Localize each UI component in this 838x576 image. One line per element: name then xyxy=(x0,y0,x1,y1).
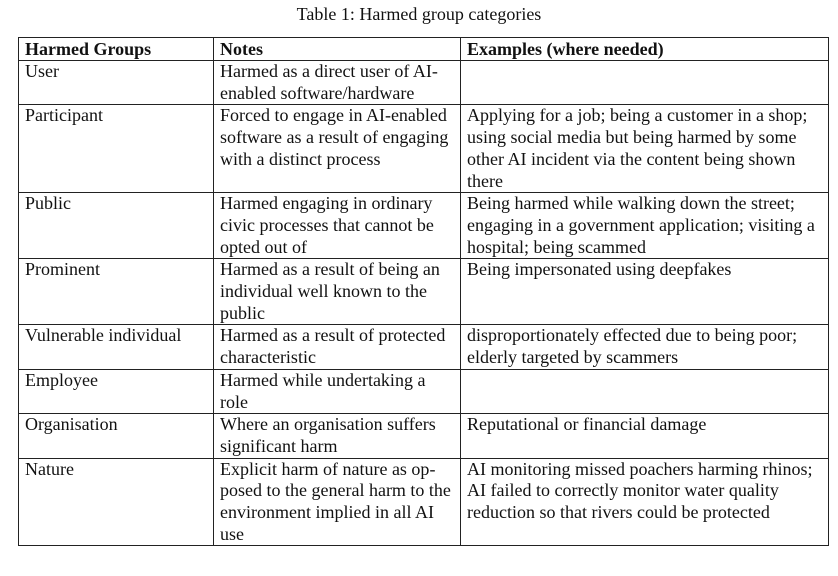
notes-cell: Harmed as a result of protected characteristic xyxy=(214,325,461,369)
harmed-groups-table xyxy=(18,37,829,546)
examples-cell: Applying for a job; being a customer in a shop; using social media but being harmed by some other AI incident via the content being shown there xyxy=(461,105,829,193)
group-cell: Prominent xyxy=(19,259,214,325)
examples-cell xyxy=(461,369,829,413)
group-cell: Public xyxy=(19,193,214,259)
table-caption: Table 1: Harmed group categories xyxy=(296,4,542,24)
table-header-row xyxy=(19,38,829,61)
table-row xyxy=(19,259,829,325)
group-cell: Organisation xyxy=(19,414,214,458)
table-row xyxy=(19,414,829,458)
table-row xyxy=(19,369,829,413)
header-harmed-groups: Harmed Groups xyxy=(19,38,214,61)
notes-cell: Harmed while undertaking a role xyxy=(214,369,461,413)
examples-cell: Being impersonated using deepfakes xyxy=(461,259,829,325)
notes-cell: Forced to engage in AI-enabled software as a result of engaging with a distinct process xyxy=(214,105,461,193)
notes-cell: Harmed as a result of being an individual well known to the public xyxy=(214,259,461,325)
group-cell: Participant xyxy=(19,105,214,193)
group-cell: Employee xyxy=(19,369,214,413)
notes-cell: Explicit harm of nature as opposed to the general harm to the environment implied in all AI use xyxy=(214,458,461,546)
group-cell: Nature xyxy=(19,458,214,546)
notes-cell: Harmed engaging in ordinary civic processes that cannot be opted out of xyxy=(214,193,461,259)
notes-cell: Harmed as a direct user of AI-enabled software/hardware xyxy=(214,61,461,105)
examples-cell: disproportionately effected due to being poor; elderly targeted by scammers xyxy=(461,325,829,369)
group-cell: Vulnerable individual xyxy=(19,325,214,369)
examples-cell xyxy=(461,61,829,105)
group-cell: User xyxy=(19,61,214,105)
examples-cell: Reputational or financial damage xyxy=(461,414,829,458)
table-row xyxy=(19,325,829,369)
table-row xyxy=(19,193,829,259)
examples-cell: AI monitoring missed poachers harming rhinos; AI failed to correctly monitor water quality reduction so that rivers could be protected xyxy=(461,458,829,546)
table-row xyxy=(19,105,829,193)
notes-cell: Where an organisation suffers significant harm xyxy=(214,414,461,458)
examples-cell: Being harmed while walking down the street; engaging in a government application; visiting a hospital; being scammed xyxy=(461,193,829,259)
table-row xyxy=(19,61,829,105)
table-row xyxy=(19,458,829,546)
header-notes: Notes xyxy=(214,38,461,61)
header-examples: Examples (where needed) xyxy=(461,38,829,61)
